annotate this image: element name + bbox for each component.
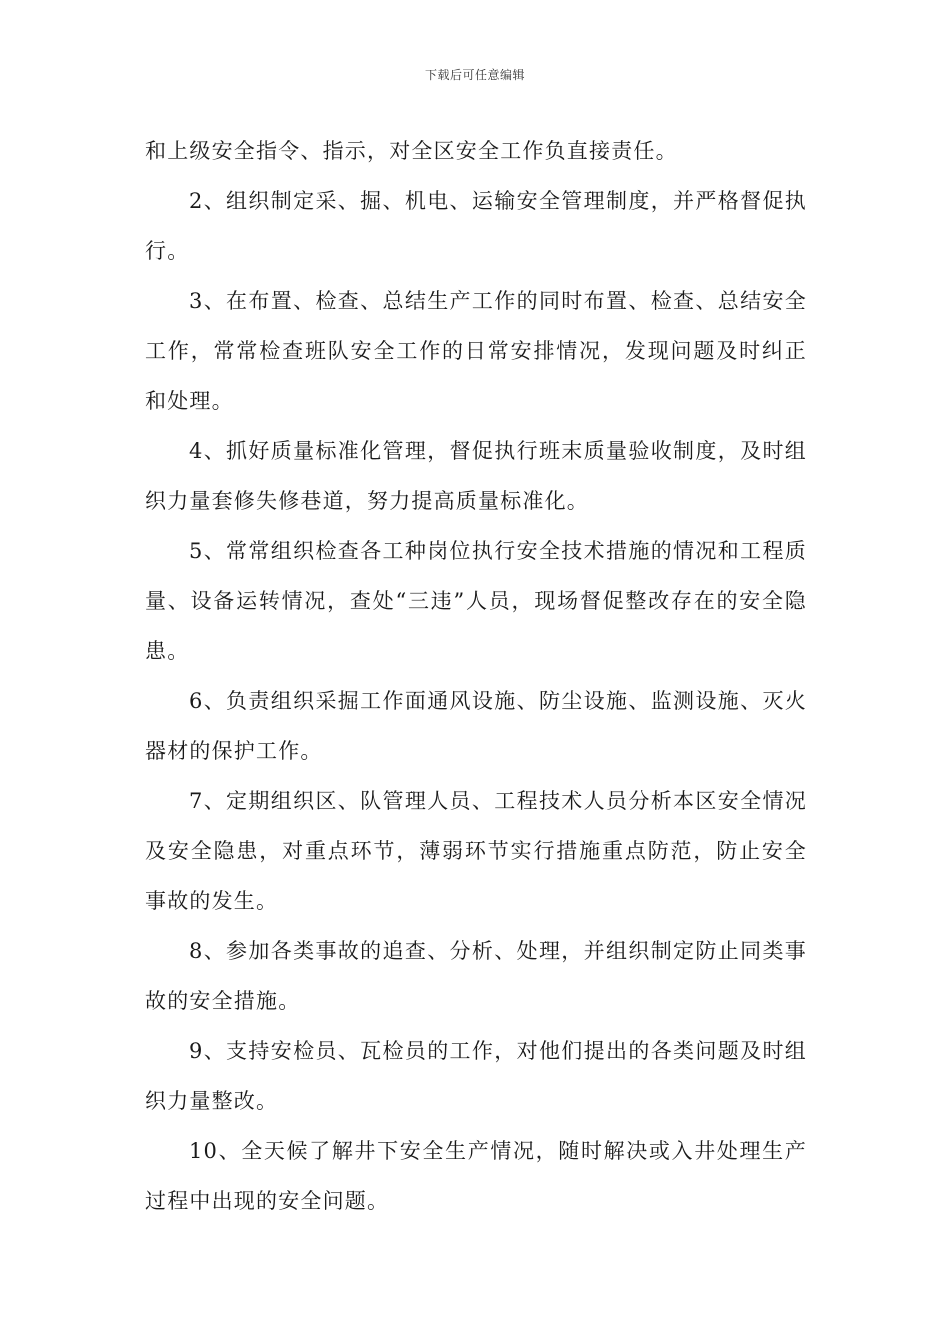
paragraph-continuation: 和上级安全指令、指示，对全区安全工作负直接责任。 (145, 139, 678, 163)
paragraph-item-7: 7、定期组织区、队管理人员、工程技术人员分析本区安全情况及安全隐患，对重点环节，薄弱环节实行措施重点防范，防止安全事故的发生。 (145, 789, 807, 913)
paragraph-item-4: 4、抓好质量标准化管理，督促执行班末质量验收制度，及时组织力量套修失修巷道，努力提高质量标准化。 (145, 439, 807, 513)
page-header: 下载后可任意编辑 (424, 68, 525, 82)
paragraph-item-8: 8、参加各类事故的追查、分析、处理，并组织制定防止同类事故的安全措施。 (145, 939, 807, 1013)
document-body (145, 126, 807, 1226)
paragraph-item-9: 9、支持安检员、瓦检员的工作，对他们提出的各类问题及时组织力量整改。 (145, 1039, 807, 1113)
paragraph-item-5: 5、常常组织检查各工种岗位执行安全技术措施的情况和工程质量、设备运转情况，查处“三违”人员，现场督促整改存在的安全隐患。 (145, 539, 807, 663)
paragraph-item-10: 10、全天候了解井下安全生产情况，随时解决或入井处理生产过程中出现的安全问题。 (145, 1139, 807, 1213)
paragraph-item-2: 2、组织制定采、掘、机电、运输安全管理制度，并严格督促执行。 (145, 189, 807, 263)
paragraph-item-6: 6、负责组织采掘工作面通风设施、防尘设施、监测设施、灭火器材的保护工作。 (145, 689, 807, 763)
paragraph-item-3: 3、在布置、检查、总结生产工作的同时布置、检查、总结安全工作，常常检查班队安全工作的日常安排情况，发现问题及时纠正和处理。 (145, 289, 807, 413)
